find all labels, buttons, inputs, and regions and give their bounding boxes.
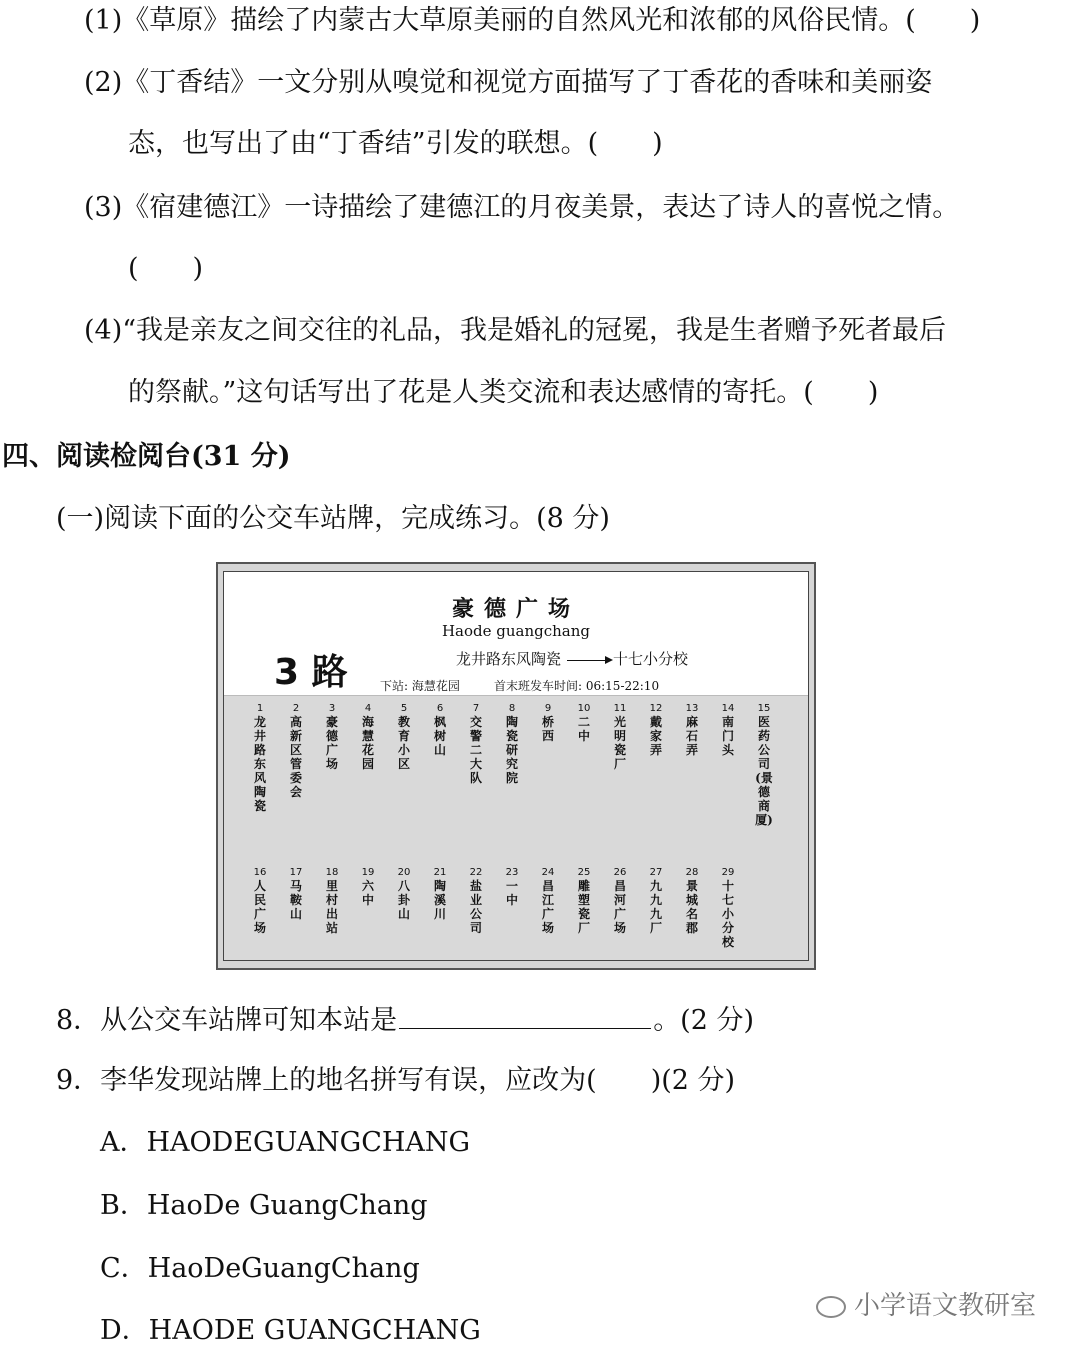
stop-number: 29: [721, 867, 735, 878]
stop-name: 景城名郡: [685, 879, 698, 935]
stop-number: 2: [292, 703, 300, 714]
stop-name: 教育小区: [397, 715, 410, 771]
stop-19: [358, 866, 378, 907]
stop-name: 二中: [577, 715, 590, 743]
stop-number: 16: [253, 867, 267, 878]
question-8-prefix: 8．从公交车站牌可知本站是: [56, 1005, 398, 1036]
stop-9: [538, 702, 558, 743]
sign-panel: [223, 571, 809, 961]
stop-25: [574, 866, 594, 935]
option-b: B．HaoDe GuangChang: [100, 1190, 428, 1221]
stop-name: 戴家弄: [649, 715, 662, 757]
stop-number: 1: [256, 703, 264, 714]
question-8: [56, 1002, 754, 1038]
question-9: 9．李华发现站牌上的地名拼写有误，应改为( )(2 分): [56, 1065, 736, 1096]
stop-name: 光明瓷厂: [613, 715, 626, 771]
stop-name: 十七小分校: [721, 879, 734, 949]
stop-name: 陶瓷研究院: [505, 715, 518, 785]
stop-number: 4: [364, 703, 372, 714]
stop-2: [286, 702, 306, 799]
stop-number: 20: [397, 867, 411, 878]
stop-name: 人民广场: [253, 879, 266, 935]
stop-number: 18: [325, 867, 339, 878]
stop-name: 陶溪川: [433, 879, 446, 921]
stop-12: [646, 702, 666, 757]
stop-number: 17: [289, 867, 303, 878]
stop-number: 15: [757, 703, 771, 714]
service-hours: 首末班发车时间: 06:15-22:10: [494, 679, 660, 693]
stop-number: 14: [721, 703, 735, 714]
sign-header: [224, 572, 808, 696]
stop-5: [394, 702, 414, 771]
station-name: 豪德广场: [451, 596, 580, 622]
stop-number: 23: [505, 867, 519, 878]
item-4-line-1: (4)“我是亲友之间交往的礼品，我是婚礼的冠冕，我是生者赠予死者最后: [84, 315, 947, 346]
stop-number: 19: [361, 867, 375, 878]
stop-27: [646, 866, 666, 935]
stop-10: [574, 702, 594, 743]
stop-name: 交警二大队: [469, 715, 482, 785]
stop-number: 25: [577, 867, 591, 878]
watermark: [816, 1285, 1036, 1322]
stop-number: 26: [613, 867, 627, 878]
next-stop: 下站: 海慧花园: [380, 679, 460, 693]
route-number: 3 路: [274, 652, 348, 693]
stop-name: 九九九厂: [649, 879, 662, 935]
stop-name: 麻石弄: [685, 715, 698, 757]
stop-number: 28: [685, 867, 699, 878]
stop-3: [322, 702, 342, 771]
stop-28: [682, 866, 702, 935]
route-direction: [456, 648, 688, 669]
stop-name: 六中: [361, 879, 374, 907]
stop-name: 南门头: [721, 715, 734, 757]
stop-15: [754, 702, 774, 827]
station-pinyin: Haode guangchang: [441, 622, 591, 640]
stop-name: 昌河广场: [613, 879, 626, 935]
stop-name: 高新区管委会: [289, 715, 302, 799]
section-heading: 四、阅读检阅台(31 分): [2, 441, 291, 472]
stop-number: 24: [541, 867, 555, 878]
option-a: A．HAODEGUANGCHANG: [100, 1127, 471, 1158]
subsection-heading: (一)阅读下面的公交车站牌，完成练习。(8 分): [56, 503, 610, 534]
stop-number: 5: [400, 703, 408, 714]
wechat-icon: [816, 1296, 846, 1318]
stop-number: 7: [472, 703, 480, 714]
stop-29: [718, 866, 738, 949]
stop-16: [250, 866, 270, 935]
stop-8: [502, 702, 522, 785]
stop-name: 八卦山: [397, 879, 410, 921]
stop-name: 龙井路东风陶瓷: [253, 715, 266, 813]
item-2-line-2: 态，也写出了由“丁香结”引发的联想。( ): [128, 128, 663, 159]
stop-name: 马鞍山: [289, 879, 302, 921]
option-c: C．HaoDeGuangChang: [100, 1253, 420, 1284]
stop-11: [610, 702, 630, 771]
stop-name: 一中: [505, 879, 518, 907]
item-3-line-1: (3)《宿建德江》一诗描绘了建德江的月夜美景，表达了诗人的喜悦之情。: [84, 192, 960, 223]
stop-name: 昌江广场: [541, 879, 554, 935]
stop-name: 海慧花园: [361, 715, 374, 771]
stop-number: 13: [685, 703, 699, 714]
route-to: 十七小分校: [613, 650, 689, 668]
stop-name: 枫树山: [433, 715, 446, 757]
stop-number: 21: [433, 867, 447, 878]
watermark-text: 小学语文教研室: [854, 1291, 1037, 1321]
stop-number: 8: [508, 703, 516, 714]
question-8-suffix: 。(2 分): [653, 1005, 755, 1036]
stop-7: [466, 702, 486, 785]
stop-14: [718, 702, 738, 757]
stop-20: [394, 866, 414, 921]
stop-name: 雕塑瓷厂: [577, 879, 590, 935]
stop-number: 10: [577, 703, 591, 714]
stop-18: [322, 866, 342, 935]
stop-13: [682, 702, 702, 757]
stop-6: [430, 702, 450, 757]
stop-21: [430, 866, 450, 921]
stop-1: [250, 702, 270, 813]
stop-number: 12: [649, 703, 663, 714]
item-2-line-1: (2)《丁香结》一文分别从嗅觉和视觉方面描写了丁香花的香味和美丽姿: [84, 67, 933, 98]
stop-number: 27: [649, 867, 663, 878]
stop-17: [286, 866, 306, 921]
stop-23: [502, 866, 522, 907]
item-1: (1)《草原》描绘了内蒙古大草原美丽的自然风光和浓郁的风俗民情。( ): [84, 5, 981, 36]
stop-number: 11: [613, 703, 627, 714]
answer-blank[interactable]: [399, 1002, 651, 1029]
stop-24: [538, 866, 558, 935]
stop-26: [610, 866, 630, 935]
stop-4: [358, 702, 378, 771]
item-3-line-2: ( ): [128, 253, 204, 284]
stop-number: 3: [328, 703, 336, 714]
route-from: 龙井路东风陶瓷: [456, 650, 562, 668]
stop-name: 盐业公司: [469, 879, 482, 935]
stop-number: 9: [544, 703, 552, 714]
stop-number: 22: [469, 867, 483, 878]
stop-name: 里村出站: [325, 879, 338, 935]
stop-name: 桥西: [541, 715, 554, 743]
option-d: D．HAODE GUANGCHANG: [100, 1315, 481, 1346]
bus-stop-sign: [216, 562, 816, 970]
arrow-right-icon: [567, 660, 611, 661]
stop-22: [466, 866, 486, 935]
stop-name: 医药公司(景德商厦): [755, 715, 773, 827]
stop-name: 豪德广场: [325, 715, 338, 771]
item-4-line-2: 的祭献。”这句话写出了花是人类交流和表达感情的寄托。( ): [128, 377, 879, 408]
stop-number: 6: [436, 703, 444, 714]
